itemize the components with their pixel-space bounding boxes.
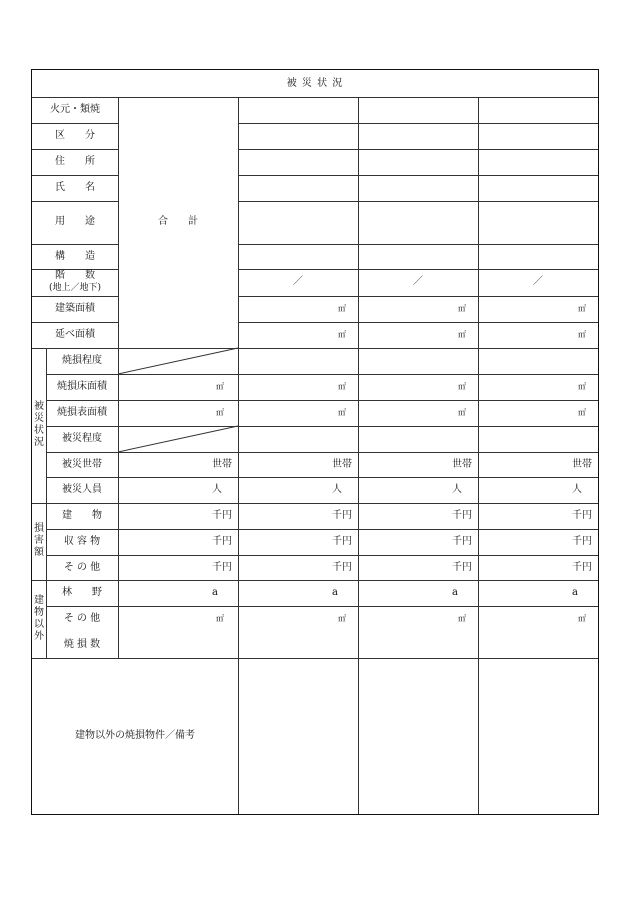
unit-thousand-yen: 千円	[332, 562, 352, 573]
unit-household: 世帯	[212, 459, 232, 470]
label-households: 被災世帯	[62, 459, 102, 470]
unit-sqm: ㎡	[578, 382, 586, 391]
remarks-label: 建物以外の焼損物件／備考	[75, 730, 195, 741]
label-burn-count: 焼 損 数	[63, 639, 101, 650]
damage-status-form	[31, 69, 599, 815]
total-label: 合 計	[158, 216, 198, 227]
label-total-floor-area: 延べ面積	[55, 329, 95, 340]
label-burned-floor-area: 焼損床面積	[57, 381, 107, 392]
label-name: 氏 名	[55, 182, 95, 193]
loss-group-label: 損 害 額	[34, 523, 44, 558]
floors-separator: ／	[533, 276, 543, 287]
unit-sqm: ㎡	[578, 408, 586, 417]
label-disaster-degree: 被災程度	[62, 433, 102, 444]
unit-are: a	[212, 587, 218, 598]
floors-separator: ／	[413, 276, 423, 287]
label-loss-other: そ の 他	[63, 562, 101, 573]
unit-are: a	[572, 587, 578, 598]
unit-sqm: ㎡	[578, 304, 586, 313]
unit-sqm: ㎡	[578, 614, 586, 623]
damage-group-label: 被 災 状 況	[34, 401, 44, 448]
label-address: 住 所	[55, 156, 95, 167]
label-persons: 被災人員	[62, 484, 102, 495]
label-forest: 林 野	[62, 587, 102, 598]
unit-sqm: ㎡	[458, 330, 466, 339]
unit-thousand-yen: 千円	[572, 510, 592, 521]
floors-separator: ／	[293, 276, 303, 287]
unit-sqm: ㎡	[216, 382, 224, 391]
unit-sqm: ㎡	[338, 408, 346, 417]
label-building-area: 建築面積	[55, 303, 95, 314]
unit-thousand-yen: 千円	[332, 510, 352, 521]
unit-sqm: ㎡	[338, 382, 346, 391]
unit-thousand-yen: 千円	[332, 536, 352, 547]
unit-sqm: ㎡	[458, 304, 466, 313]
unit-sqm: ㎡	[338, 304, 346, 313]
unit-sqm: ㎡	[458, 408, 466, 417]
non-building-group-label: 建 物 以 外	[34, 595, 44, 642]
label-structure: 構 造	[55, 251, 95, 262]
unit-are: a	[452, 587, 458, 598]
unit-sqm: ㎡	[216, 408, 224, 417]
unit-sqm: ㎡	[338, 614, 346, 623]
unit-thousand-yen: 千円	[452, 536, 472, 547]
unit-household: 世帯	[572, 459, 592, 470]
unit-household: 世帯	[332, 459, 352, 470]
unit-are: a	[332, 587, 338, 598]
label-category: 区 分	[55, 130, 95, 141]
unit-person: 人	[212, 484, 222, 495]
label-loss-contents: 収 容 物	[63, 536, 101, 547]
unit-sqm: ㎡	[338, 330, 346, 339]
diagonal-lines	[32, 70, 598, 814]
label-loss-building: 建 物	[62, 510, 102, 521]
unit-household: 世帯	[452, 459, 472, 470]
unit-sqm: ㎡	[216, 614, 224, 623]
unit-person: 人	[572, 484, 582, 495]
form-title: 被 災 状 況	[286, 78, 344, 89]
unit-thousand-yen: 千円	[572, 562, 592, 573]
unit-thousand-yen: 千円	[212, 536, 232, 547]
label-burned-surface-area: 焼損表面積	[57, 407, 107, 418]
unit-thousand-yen: 千円	[212, 510, 232, 521]
label-burn-degree: 焼損程度	[62, 355, 102, 366]
unit-sqm: ㎡	[458, 382, 466, 391]
label-non-building-other: そ の 他	[63, 613, 101, 624]
label-fire-origin: 火元・類焼	[50, 104, 100, 115]
unit-person: 人	[452, 484, 462, 495]
unit-sqm: ㎡	[458, 614, 466, 623]
unit-thousand-yen: 千円	[452, 562, 472, 573]
unit-thousand-yen: 千円	[452, 510, 472, 521]
unit-thousand-yen: 千円	[212, 562, 232, 573]
unit-sqm: ㎡	[578, 330, 586, 339]
unit-thousand-yen: 千円	[572, 536, 592, 547]
unit-person: 人	[332, 484, 342, 495]
label-use: 用 途	[55, 216, 95, 227]
label-floors-sub: (地上／地下)	[48, 283, 102, 293]
label-floors: 階 数	[55, 270, 95, 281]
